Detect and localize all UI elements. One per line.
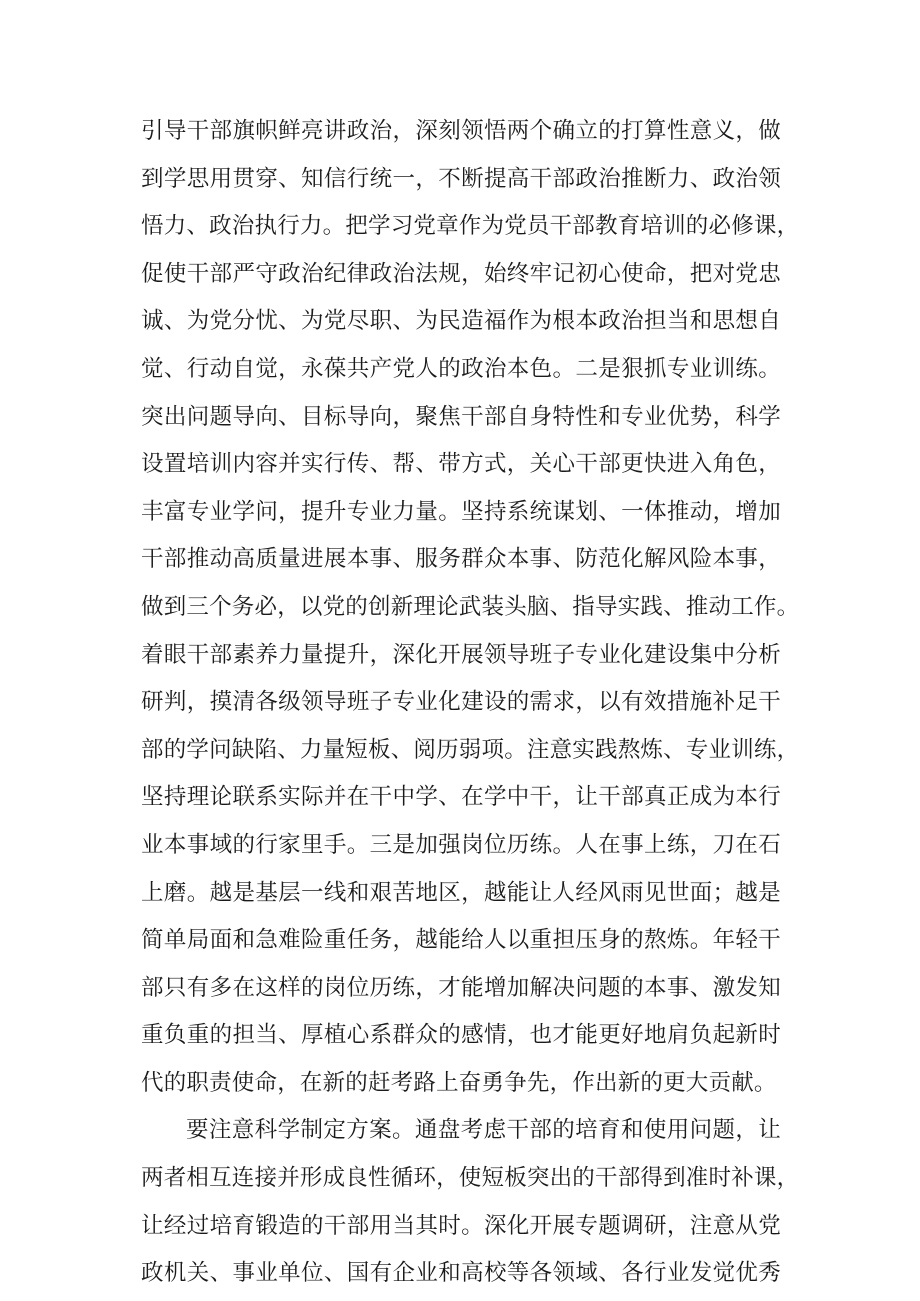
text-line: 悟力、政治执行力。把学习党章作为党员干部教育培训的必修课， (141, 213, 800, 240)
text-line: 觉、行动自觉，永葆共产党人的政治本色。二是狠抓专业训练。 (141, 355, 781, 382)
text-line: 重负重的担当、厚植心系群众的感情，也才能更好地肩负起新时 (141, 1022, 781, 1049)
text-line: 突出问题导向、目标导向，聚焦干部自身特性和专业优势，科学 (141, 403, 781, 430)
text-line: 代的职责使命，在新的赶考路上奋勇争先，作出新的更大贡献。 (141, 1069, 777, 1096)
text-line: 坚持理论联系实际并在干中学、在学中干，让干部真正成为本行 (141, 784, 781, 811)
text-line: 简单局面和急难险重任务，越能给人以重担压身的熬炼。年轻干 (141, 927, 781, 954)
text-line: 部只有多在这样的岗位历练，才能增加解决问题的本事、激发知 (141, 974, 781, 1001)
text-line: 上磨。越是基层一线和艰苦地区，越能让人经风雨见世面；越是 (141, 879, 781, 906)
text-line: 丰富专业学问，提升专业力量。坚持系统谋划、一体推动，增加 (141, 498, 781, 525)
text-line: 研判，摸清各级领导班子专业化建设的需求，以有效措施补足干 (141, 689, 781, 716)
text-line: 干部推动高质量进展本事、服务群众本事、防范化解风险本事， (141, 546, 781, 573)
text-line: 着眼干部素养力量提升，深化开展领导班子专业化建设集中分析 (141, 641, 781, 668)
text-line: 诚、为党分忧、为党尽职、为民造福作为根本政治担当和思想自 (141, 308, 781, 335)
text-line: 促使干部严守政治纪律政治法规，始终牢记初心使命，把对党忠 (141, 260, 781, 287)
text-line: 业本事域的行家里手。三是加强岗位历练。人在事上练，刀在石 (141, 831, 781, 858)
text-line: 政机关、事业单位、国有企业和高校等各领域、各行业发觉优秀 (141, 1260, 781, 1287)
text-line: 引导干部旗帜鲜亮讲政治，深刻领悟两个确立的打算性意义，做 (141, 118, 781, 144)
text-line: 到学思用贯穿、知信行统一，不断提高干部政治推断力、政治领 (141, 165, 781, 192)
text-line: 设置培训内容并实行传、帮、带方式，关心干部更快进入角色， (141, 451, 781, 478)
body-text (141, 108, 800, 1298)
text-line: 部的学问缺陷、力量短板、阅历弱项。注意实践熬炼、专业训练， (141, 736, 800, 763)
text-line: 让经过培育锻造的干部用当其时。深化开展专题调研，注意从党 (141, 1212, 781, 1239)
text-line: 要注意科学制定方案。通盘考虑干部的培育和使用问题，让 (186, 1117, 781, 1144)
text-line: 做到三个务必，以党的创新理论武装头脑、指导实践、推动工作。 (141, 593, 800, 620)
text-line: 两者相互连接并形成良性循环，使短板突出的干部得到准时补课， (141, 1165, 800, 1192)
